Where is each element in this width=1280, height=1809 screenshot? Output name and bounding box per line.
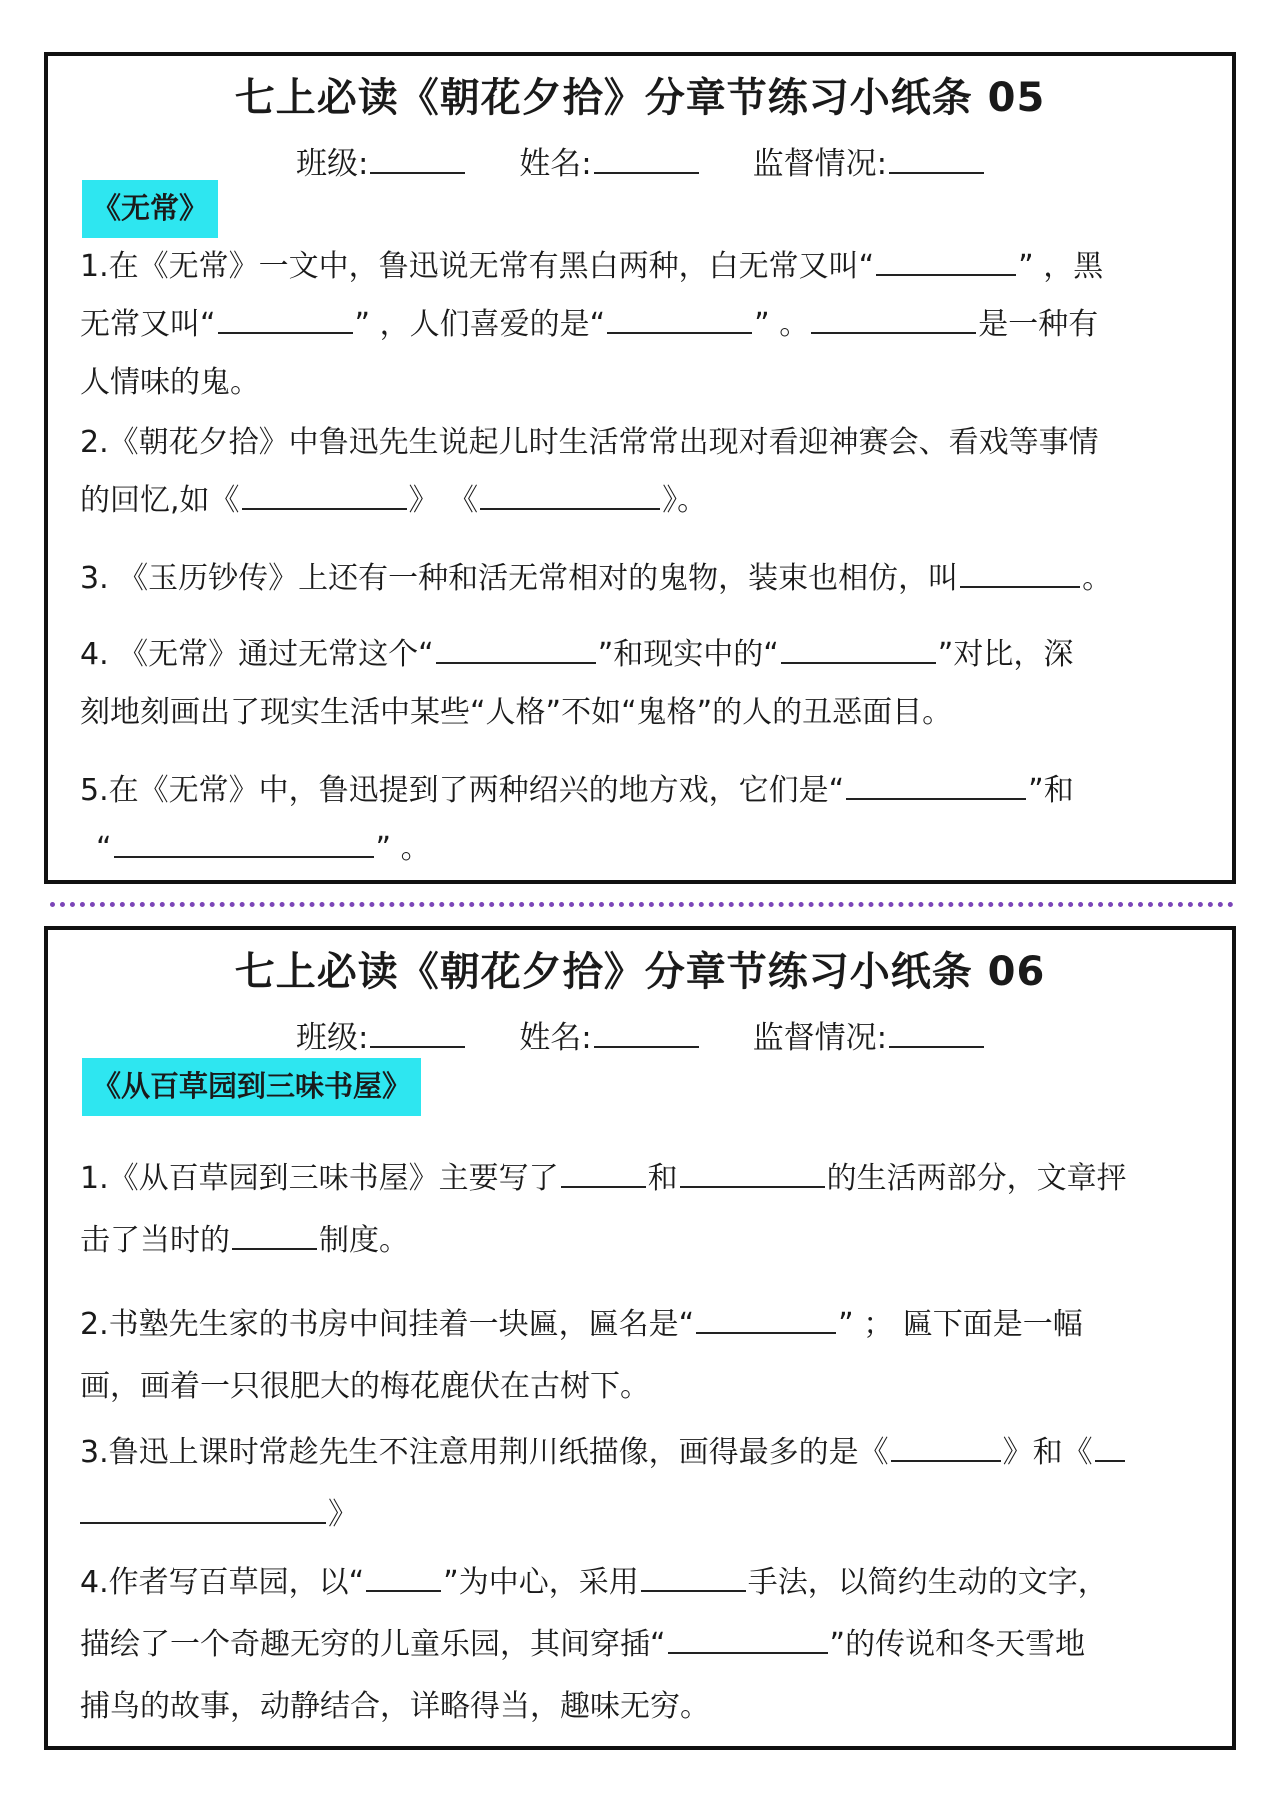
worksheet-06 (44, 926, 1236, 1750)
answer-blank[interactable] (680, 1152, 825, 1188)
supervise-field[interactable]: 监督情况: (753, 1012, 984, 1057)
answer-blank[interactable] (114, 822, 374, 858)
answer-blank[interactable] (668, 1618, 828, 1654)
answer-blank[interactable] (846, 764, 1026, 800)
answer-blank[interactable] (607, 298, 752, 334)
question-line: 》 (80, 1484, 1204, 1546)
question-2 (80, 1294, 1204, 1418)
answer-blank[interactable] (641, 1556, 746, 1592)
answer-blank[interactable] (242, 474, 407, 510)
supervise-field[interactable]: 监督情况: (753, 138, 984, 183)
question-line: 击了当时的 制度。 (80, 1210, 1204, 1272)
question-line: “ ” 。 (80, 820, 1204, 878)
cut-line-divider (50, 902, 1234, 907)
question-line: 4.作者写百草园，以“ ”为中心，采用 手法，以简约生动的文字， (80, 1552, 1204, 1614)
question-line: 画，画着一只很肥大的梅花鹿伏在古树下。 (80, 1369, 650, 1404)
name-blank[interactable] (594, 172, 699, 174)
answer-blank[interactable] (561, 1152, 646, 1188)
supervise-blank[interactable] (889, 172, 984, 174)
worksheet-title: 七上必读《朝花夕拾》分章节练习小纸条 05 (234, 75, 1046, 121)
answer-blank[interactable] (960, 552, 1080, 588)
question-2 (80, 414, 1204, 530)
class-field[interactable]: 班级: (296, 138, 465, 183)
question-line: 人情味的鬼。 (80, 365, 260, 400)
supervise-blank[interactable] (889, 1046, 984, 1048)
answer-blank[interactable] (232, 1214, 317, 1250)
answer-blank[interactable] (811, 298, 976, 334)
question-1 (80, 1148, 1204, 1272)
answer-blank[interactable] (218, 298, 353, 334)
question-1 (80, 238, 1204, 412)
answer-blank[interactable] (876, 240, 1016, 276)
question-line: 的回忆,如《 》 《 》。 (80, 472, 1204, 530)
question-3 (80, 1422, 1204, 1546)
question-line: 1.在《无常》一文中，鲁迅说无常有黑白两种，白无常又叫“ ” ，黑 (80, 238, 1204, 296)
answer-blank[interactable] (781, 628, 936, 664)
name-blank[interactable] (594, 1046, 699, 1048)
question-3 (80, 550, 1204, 608)
answer-blank[interactable] (696, 1298, 836, 1334)
answer-blank[interactable] (1095, 1426, 1125, 1462)
student-info-row (48, 1012, 1232, 1057)
class-blank[interactable] (370, 172, 465, 174)
question-line: 3.鲁迅上课时常趁先生不注意用荆川纸描像，画得最多的是《 》和《 (80, 1422, 1204, 1484)
answer-blank[interactable] (80, 1488, 326, 1524)
name-field[interactable]: 姓名: (519, 1012, 698, 1057)
question-line: 无常又叫“ ” ，人们喜爱的是“ ” 。 是一种有 (80, 296, 1204, 354)
section-badge: 《从百草园到三味书屋》 (82, 1058, 421, 1116)
worksheet-title: 七上必读《朝花夕拾》分章节练习小纸条 06 (234, 949, 1046, 995)
question-line: 描绘了一个奇趣无穷的儿童乐园，其间穿插“ ”的传说和冬天雪地 (80, 1614, 1204, 1676)
question-line: 1.《从百草园到三味书屋》主要写了 和 的生活两部分，文章抨 (80, 1148, 1204, 1210)
answer-blank[interactable] (480, 474, 660, 510)
question-line: 2.书塾先生家的书房中间挂着一块匾，匾名是“ ” ； 匾下面是一幅 (80, 1294, 1204, 1356)
question-4 (80, 1552, 1204, 1738)
answer-blank[interactable] (436, 628, 596, 664)
question-line: 2.《朝花夕拾》中鲁迅先生说起儿时生活常常出现对看迎神赛会、看戏等事情 (80, 425, 1099, 460)
question-line: 刻地刻画出了现实生活中某些“人格”不如“鬼格”的人的丑恶面目。 (80, 695, 953, 730)
question-4 (80, 626, 1204, 742)
class-blank[interactable] (370, 1046, 465, 1048)
question-5 (80, 762, 1204, 878)
question-line: 5.在《无常》中，鲁迅提到了两种绍兴的地方戏，它们是“ ”和 (80, 762, 1204, 820)
question-line: 捕鸟的故事，动静结合，详略得当，趣味无穷。 (80, 1689, 710, 1724)
answer-blank[interactable] (366, 1556, 441, 1592)
name-field[interactable]: 姓名: (519, 138, 698, 183)
section-badge: 《无常》 (82, 180, 218, 238)
worksheet-05 (44, 52, 1236, 884)
question-line: 4. 《无常》通过无常这个“ ”和现实中的“ ”对比，深 (80, 626, 1204, 684)
question-line: 3. 《玉历钞传》上还有一种和活无常相对的鬼物，装束也相仿，叫 。 (80, 550, 1204, 608)
class-field[interactable]: 班级: (296, 1012, 465, 1057)
answer-blank[interactable] (891, 1426, 1001, 1462)
student-info-row (48, 138, 1232, 183)
